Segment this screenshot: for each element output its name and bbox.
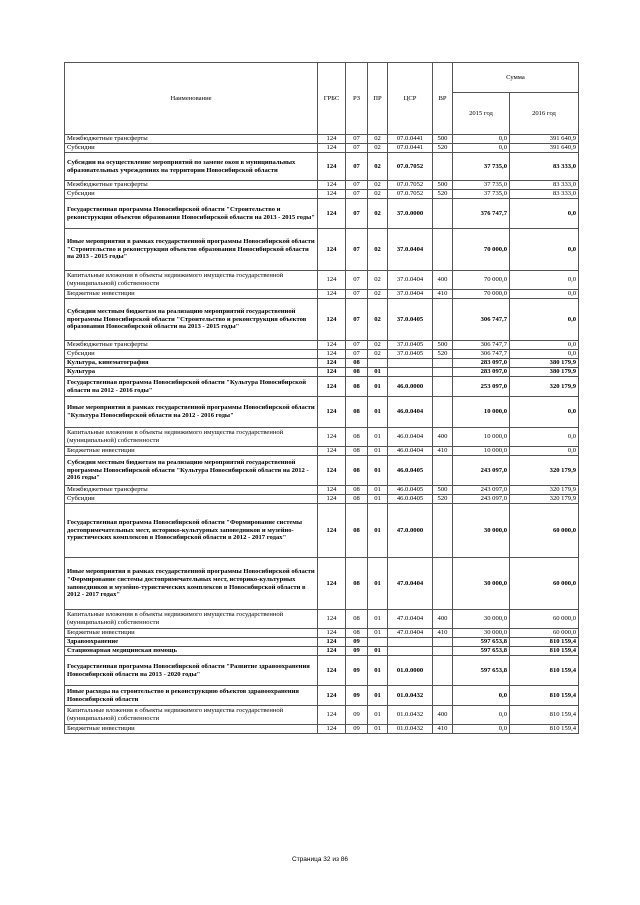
cell-csr: 37.0.0000 — [388, 199, 433, 229]
cell-y2015: 70 000,0 — [453, 229, 510, 271]
cell-y2015: 0,0 — [453, 135, 510, 144]
cell-rz: 09 — [346, 656, 368, 686]
table-body — [65, 135, 579, 734]
cell-rz: 08 — [346, 558, 368, 610]
cell-csr: 01.0.0432 — [388, 706, 433, 725]
cell-name: Иные мероприятия в рамках государственной программы Новосибирской области "Формирование системы достопримечательных мест, историко-культурных заповедников и музейно-туристических комплексов в Новосибирской области в 2012 - 2017 годах" — [65, 558, 318, 610]
cell-vr: 400 — [433, 610, 453, 629]
cell-vr: 500 — [433, 135, 453, 144]
cell-y2015: 10 000,0 — [453, 397, 510, 428]
cell-rz: 09 — [346, 638, 368, 647]
cell-grbs: 124 — [318, 725, 346, 734]
cell-rz: 07 — [346, 290, 368, 299]
cell-y2015: 30 000,0 — [453, 558, 510, 610]
col-grbs-header: ГРБС — [318, 63, 346, 135]
cell-csr: 46.0.0405 — [388, 495, 433, 504]
cell-rz: 08 — [346, 629, 368, 638]
cell-y2015: 37 735,0 — [453, 181, 510, 190]
cell-csr: 37.0.0404 — [388, 229, 433, 271]
table-row — [65, 447, 579, 456]
cell-name: Субсидии местным бюджетам на реализацию мероприятий государственной программы Новосибирской области "Культура Новосибирской области на 2012 - 2016 годы" — [65, 456, 318, 486]
cell-grbs: 124 — [318, 447, 346, 456]
cell-grbs: 124 — [318, 181, 346, 190]
cell-y2016: 83 333,0 — [510, 153, 579, 181]
cell-pr: 02 — [368, 153, 388, 181]
cell-rz: 07 — [346, 190, 368, 199]
cell-rz: 08 — [346, 428, 368, 447]
cell-grbs: 124 — [318, 456, 346, 486]
table-row — [65, 350, 579, 359]
cell-pr: 01 — [368, 629, 388, 638]
cell-grbs: 124 — [318, 153, 346, 181]
cell-y2016: 0,0 — [510, 341, 579, 350]
cell-y2016: 320 179,9 — [510, 486, 579, 495]
cell-y2016: 0,0 — [510, 299, 579, 341]
cell-csr: 37.0.0404 — [388, 290, 433, 299]
cell-pr: 01 — [368, 647, 388, 656]
table-row — [65, 638, 579, 647]
cell-y2016: 0,0 — [510, 350, 579, 359]
cell-y2016: 320 179,9 — [510, 456, 579, 486]
cell-y2016: 0,0 — [510, 290, 579, 299]
table-row — [65, 190, 579, 199]
col-sum-header: Сумма — [453, 63, 579, 93]
cell-pr: 02 — [368, 135, 388, 144]
cell-name: Стационарная медицинская помощь — [65, 647, 318, 656]
cell-grbs: 124 — [318, 647, 346, 656]
cell-y2015: 30 000,0 — [453, 629, 510, 638]
table-row — [65, 368, 579, 377]
cell-y2015: 243 097,0 — [453, 456, 510, 486]
cell-y2016: 810 159,4 — [510, 638, 579, 647]
cell-pr: 02 — [368, 199, 388, 229]
cell-y2016: 0,0 — [510, 447, 579, 456]
cell-csr: 47.0.0000 — [388, 504, 433, 558]
cell-vr: 400 — [433, 428, 453, 447]
cell-vr — [433, 397, 453, 428]
cell-y2016: 810 159,4 — [510, 647, 579, 656]
cell-csr: 47.0.0404 — [388, 629, 433, 638]
table-row — [65, 495, 579, 504]
cell-csr: 01.0.0000 — [388, 656, 433, 686]
cell-name: Субсидии на осуществление мероприятий по замене окон в муниципальных образовательных учреждениях на территории Новосибирской области — [65, 153, 318, 181]
cell-csr: 46.0.0404 — [388, 397, 433, 428]
cell-csr: 07.0.0441 — [388, 135, 433, 144]
cell-grbs: 124 — [318, 229, 346, 271]
col-vr-header: ВР — [433, 63, 453, 135]
cell-csr — [388, 647, 433, 656]
cell-csr: 37.0.0405 — [388, 341, 433, 350]
cell-y2015: 253 097,0 — [453, 377, 510, 397]
table-row — [65, 290, 579, 299]
cell-grbs: 124 — [318, 290, 346, 299]
table-row — [65, 341, 579, 350]
cell-grbs: 124 — [318, 144, 346, 153]
cell-name: Здравоохранение — [65, 638, 318, 647]
cell-rz: 08 — [346, 610, 368, 629]
cell-vr — [433, 377, 453, 397]
cell-rz: 07 — [346, 199, 368, 229]
cell-name: Капитальные вложения в объекты недвижимого имущества государственной (муниципальной) собственности — [65, 271, 318, 290]
col-pr-header: ПР — [368, 63, 388, 135]
col-2015-header: 2015 год — [453, 93, 510, 135]
cell-pr: 02 — [368, 299, 388, 341]
cell-name: Иные расходы на строительство и реконструкцию объектов здравоохранения Новосибирской области — [65, 686, 318, 706]
table-row — [65, 428, 579, 447]
cell-csr: 46.0.0000 — [388, 377, 433, 397]
cell-grbs: 124 — [318, 504, 346, 558]
table-row — [65, 229, 579, 271]
cell-name: Государственная программа Новосибирской области "Формирование системы достопримечательных мест, историко-культурных заповедников и музейно-туристических комплексов в Новосибирской области в 2012 - 2017 годах" — [65, 504, 318, 558]
table-row — [65, 706, 579, 725]
cell-pr: 01 — [368, 447, 388, 456]
cell-y2015: 243 097,0 — [453, 495, 510, 504]
cell-grbs: 124 — [318, 629, 346, 638]
cell-vr — [433, 299, 453, 341]
cell-vr: 500 — [433, 181, 453, 190]
cell-y2015: 597 653,8 — [453, 638, 510, 647]
cell-rz: 07 — [346, 181, 368, 190]
table-row — [65, 199, 579, 229]
cell-rz: 07 — [346, 135, 368, 144]
cell-y2015: 30 000,0 — [453, 504, 510, 558]
cell-vr — [433, 229, 453, 271]
cell-y2015: 306 747,7 — [453, 341, 510, 350]
cell-y2015: 243 097,0 — [453, 486, 510, 495]
cell-pr: 01 — [368, 368, 388, 377]
cell-grbs: 124 — [318, 686, 346, 706]
cell-grbs: 124 — [318, 638, 346, 647]
cell-vr — [433, 359, 453, 368]
cell-pr: 01 — [368, 656, 388, 686]
cell-grbs: 124 — [318, 199, 346, 229]
cell-pr: 01 — [368, 428, 388, 447]
table-row — [65, 377, 579, 397]
cell-vr — [433, 199, 453, 229]
cell-csr: 07.0.0441 — [388, 144, 433, 153]
cell-grbs: 124 — [318, 706, 346, 725]
cell-grbs: 124 — [318, 610, 346, 629]
cell-y2015: 70 000,0 — [453, 271, 510, 290]
cell-y2016: 83 333,0 — [510, 181, 579, 190]
cell-pr: 01 — [368, 397, 388, 428]
table-row — [65, 610, 579, 629]
cell-y2015: 37 735,0 — [453, 153, 510, 181]
cell-pr: 01 — [368, 558, 388, 610]
cell-name: Государственная программа Новосибирской области "Развитие здравоохранения Новосибирской области на 2013 - 2020 годы" — [65, 656, 318, 686]
cell-pr: 02 — [368, 229, 388, 271]
cell-name: Субсидии — [65, 190, 318, 199]
table-row — [65, 397, 579, 428]
cell-name: Культура, кинематография — [65, 359, 318, 368]
cell-name: Бюджетные инвестиции — [65, 725, 318, 734]
cell-pr: 02 — [368, 271, 388, 290]
cell-y2016: 83 333,0 — [510, 190, 579, 199]
cell-name: Субсидии местным бюджетам на реализацию мероприятий государственной программы Новосибирской области "Строительство и реконструкция объектов образования Новосибирской области на 2013 - 2015 годы" — [65, 299, 318, 341]
cell-rz: 08 — [346, 359, 368, 368]
cell-grbs: 124 — [318, 377, 346, 397]
table-row — [65, 359, 579, 368]
cell-y2015: 597 653,8 — [453, 647, 510, 656]
cell-pr: 02 — [368, 190, 388, 199]
cell-pr — [368, 359, 388, 368]
cell-y2015: 0,0 — [453, 706, 510, 725]
cell-vr — [433, 656, 453, 686]
cell-rz: 07 — [346, 350, 368, 359]
table-row — [65, 647, 579, 656]
cell-vr: 520 — [433, 190, 453, 199]
cell-y2015: 37 735,0 — [453, 190, 510, 199]
cell-y2015: 306 747,7 — [453, 299, 510, 341]
cell-csr: 37.0.0405 — [388, 299, 433, 341]
cell-csr: 07.0.7052 — [388, 181, 433, 190]
cell-y2015: 10 000,0 — [453, 447, 510, 456]
cell-rz: 07 — [346, 271, 368, 290]
cell-rz: 08 — [346, 495, 368, 504]
cell-y2016: 810 159,4 — [510, 706, 579, 725]
cell-y2015: 0,0 — [453, 725, 510, 734]
cell-y2016: 391 640,9 — [510, 135, 579, 144]
cell-vr — [433, 647, 453, 656]
table-row — [65, 144, 579, 153]
cell-pr: 01 — [368, 495, 388, 504]
cell-rz: 09 — [346, 706, 368, 725]
cell-vr — [433, 558, 453, 610]
cell-grbs: 124 — [318, 341, 346, 350]
cell-csr: 37.0.0404 — [388, 271, 433, 290]
cell-pr: 02 — [368, 181, 388, 190]
cell-y2015: 283 097,0 — [453, 368, 510, 377]
cell-rz: 08 — [346, 377, 368, 397]
table-row — [65, 558, 579, 610]
cell-vr: 410 — [433, 629, 453, 638]
cell-grbs: 124 — [318, 656, 346, 686]
cell-rz: 07 — [346, 144, 368, 153]
cell-grbs: 124 — [318, 397, 346, 428]
cell-csr: 47.0.0404 — [388, 558, 433, 610]
cell-vr: 500 — [433, 486, 453, 495]
cell-vr — [433, 368, 453, 377]
col-csr-header: ЦСР — [388, 63, 433, 135]
cell-pr: 01 — [368, 610, 388, 629]
cell-csr — [388, 359, 433, 368]
cell-y2015: 376 747,7 — [453, 199, 510, 229]
cell-grbs: 124 — [318, 190, 346, 199]
cell-name: Межбюджетные трансферты — [65, 486, 318, 495]
cell-grbs: 124 — [318, 486, 346, 495]
cell-y2016: 391 640,9 — [510, 144, 579, 153]
budget-table — [64, 62, 579, 734]
cell-y2016: 60 000,0 — [510, 610, 579, 629]
cell-vr — [433, 686, 453, 706]
cell-pr: 01 — [368, 377, 388, 397]
cell-csr: 01.0.0432 — [388, 725, 433, 734]
cell-vr — [433, 504, 453, 558]
cell-y2015: 0,0 — [453, 686, 510, 706]
cell-csr: 47.0.0404 — [388, 610, 433, 629]
cell-name: Бюджетные инвестиции — [65, 290, 318, 299]
cell-y2016: 320 179,9 — [510, 377, 579, 397]
cell-rz: 09 — [346, 725, 368, 734]
cell-vr: 520 — [433, 495, 453, 504]
cell-csr: 46.0.0404 — [388, 428, 433, 447]
cell-rz: 07 — [346, 299, 368, 341]
cell-vr — [433, 153, 453, 181]
col-2016-header: 2016 год — [510, 93, 579, 135]
col-rz-header: РЗ — [346, 63, 368, 135]
cell-name: Субсидии — [65, 144, 318, 153]
table-row — [65, 456, 579, 486]
cell-vr: 520 — [433, 144, 453, 153]
cell-vr: 500 — [433, 341, 453, 350]
cell-name: Государственная программа Новосибирской области "Строительство и реконструкция объектов образования Новосибирской области на 2013 - 2015 годы" — [65, 199, 318, 229]
cell-pr: 01 — [368, 706, 388, 725]
cell-grbs: 124 — [318, 359, 346, 368]
cell-vr — [433, 456, 453, 486]
cell-grbs: 124 — [318, 368, 346, 377]
cell-y2016: 0,0 — [510, 199, 579, 229]
cell-csr: 07.0.7052 — [388, 190, 433, 199]
cell-grbs: 124 — [318, 271, 346, 290]
table-row — [65, 181, 579, 190]
cell-pr: 02 — [368, 350, 388, 359]
cell-vr: 410 — [433, 290, 453, 299]
cell-pr: 01 — [368, 486, 388, 495]
cell-rz: 08 — [346, 368, 368, 377]
table-row — [65, 271, 579, 290]
cell-rz: 08 — [346, 486, 368, 495]
table-row — [65, 486, 579, 495]
cell-csr — [388, 368, 433, 377]
cell-pr: 01 — [368, 504, 388, 558]
cell-name: Государственная программа Новосибирской области "Культура Новосибирской области на 2012 - 2016 годы" — [65, 377, 318, 397]
cell-vr: 410 — [433, 447, 453, 456]
cell-name: Капитальные вложения в объекты недвижимого имущества государственной (муниципальной) собственности — [65, 706, 318, 725]
cell-csr: 46.0.0405 — [388, 456, 433, 486]
cell-name: Субсидии — [65, 495, 318, 504]
cell-y2015: 30 000,0 — [453, 610, 510, 629]
cell-rz: 08 — [346, 397, 368, 428]
cell-rz: 07 — [346, 153, 368, 181]
table-row — [65, 656, 579, 686]
cell-y2016: 380 179,9 — [510, 359, 579, 368]
cell-name: Межбюджетные трансферты — [65, 135, 318, 144]
cell-rz: 08 — [346, 504, 368, 558]
cell-pr: 02 — [368, 341, 388, 350]
cell-vr: 400 — [433, 271, 453, 290]
table-row — [65, 686, 579, 706]
cell-rz: 08 — [346, 456, 368, 486]
cell-grbs: 124 — [318, 299, 346, 341]
table-row — [65, 629, 579, 638]
cell-name: Межбюджетные трансферты — [65, 341, 318, 350]
cell-pr: 01 — [368, 686, 388, 706]
cell-csr: 46.0.0404 — [388, 447, 433, 456]
table-row — [65, 725, 579, 734]
cell-y2015: 597 653,8 — [453, 656, 510, 686]
cell-vr: 400 — [433, 706, 453, 725]
cell-y2016: 810 159,4 — [510, 725, 579, 734]
cell-y2016: 810 159,4 — [510, 686, 579, 706]
cell-vr — [433, 638, 453, 647]
cell-y2016: 0,0 — [510, 397, 579, 428]
cell-y2015: 0,0 — [453, 144, 510, 153]
cell-name: Бюджетные инвестиции — [65, 629, 318, 638]
cell-grbs: 124 — [318, 495, 346, 504]
cell-y2016: 60 000,0 — [510, 629, 579, 638]
table-row — [65, 504, 579, 558]
cell-y2015: 283 097,0 — [453, 359, 510, 368]
cell-pr — [368, 638, 388, 647]
cell-grbs: 124 — [318, 428, 346, 447]
cell-y2016: 60 000,0 — [510, 558, 579, 610]
cell-y2015: 70 000,0 — [453, 290, 510, 299]
cell-grbs: 124 — [318, 558, 346, 610]
table-row — [65, 299, 579, 341]
cell-name: Субсидии — [65, 350, 318, 359]
table-row — [65, 135, 579, 144]
cell-name: Иные мероприятия в рамках государственной программы Новосибирской области "Культура Новосибирской области на 2012 - 2016 годы" — [65, 397, 318, 428]
cell-pr: 02 — [368, 144, 388, 153]
cell-rz: 09 — [346, 647, 368, 656]
cell-name: Межбюджетные трансферты — [65, 181, 318, 190]
cell-rz: 08 — [346, 447, 368, 456]
cell-name: Капитальные вложения в объекты недвижимого имущества государственной (муниципальной) собственности — [65, 428, 318, 447]
cell-y2016: 810 159,4 — [510, 656, 579, 686]
cell-y2016: 0,0 — [510, 271, 579, 290]
page-footer: Страница 32 из 86 — [292, 856, 348, 863]
cell-csr: 01.0.0432 — [388, 686, 433, 706]
cell-csr — [388, 638, 433, 647]
cell-name: Культура — [65, 368, 318, 377]
cell-csr: 07.0.7052 — [388, 153, 433, 181]
cell-y2016: 320 179,9 — [510, 495, 579, 504]
cell-vr: 410 — [433, 725, 453, 734]
cell-y2016: 380 179,9 — [510, 368, 579, 377]
cell-pr: 02 — [368, 290, 388, 299]
cell-rz: 07 — [346, 229, 368, 271]
cell-y2016: 0,0 — [510, 229, 579, 271]
cell-name: Капитальные вложения в объекты недвижимого имущества государственной (муниципальной) собственности — [65, 610, 318, 629]
cell-rz: 07 — [346, 341, 368, 350]
cell-csr: 46.0.0405 — [388, 486, 433, 495]
cell-pr: 01 — [368, 456, 388, 486]
cell-y2015: 306 747,7 — [453, 350, 510, 359]
cell-rz: 09 — [346, 686, 368, 706]
cell-y2016: 60 000,0 — [510, 504, 579, 558]
cell-csr: 37.0.0405 — [388, 350, 433, 359]
cell-y2015: 10 000,0 — [453, 428, 510, 447]
cell-grbs: 124 — [318, 350, 346, 359]
cell-vr: 520 — [433, 350, 453, 359]
table-row — [65, 153, 579, 181]
cell-name: Иные мероприятия в рамках государственной программы Новосибирской области "Строительство и реконструкция объектов образования Новосибирской области на 2013 - 2015 годы" — [65, 229, 318, 271]
cell-y2016: 0,0 — [510, 428, 579, 447]
cell-grbs: 124 — [318, 135, 346, 144]
cell-name: Бюджетные инвестиции — [65, 447, 318, 456]
cell-pr: 01 — [368, 725, 388, 734]
col-name-header: Наименование — [65, 63, 318, 135]
